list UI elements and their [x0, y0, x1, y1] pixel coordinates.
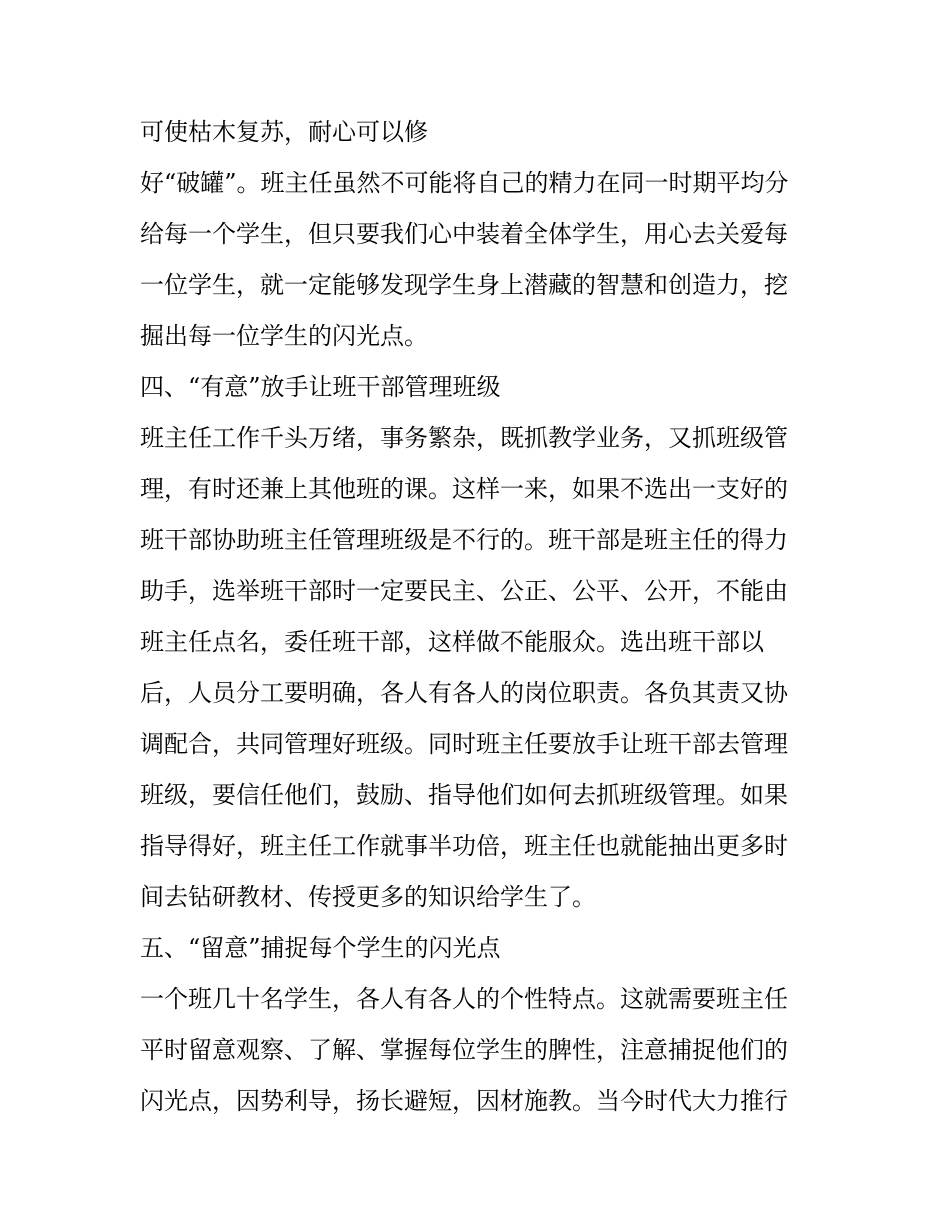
- body-text-line: 指导得好，班主任工作就事半功倍，班主任也就能抽出更多时: [140, 832, 788, 860]
- body-text-line: 一个班几十名学生，各人有各人的个性特点。这就需要班主任: [140, 985, 788, 1013]
- body-text-line: 后，人员分工要明确，各人有各人的岗位职责。各负其责又协: [140, 679, 788, 707]
- body-text-line: 班主任工作千头万绪，事务繁杂，既抓教学业务，又抓班级管: [140, 424, 788, 452]
- body-text-line: 间去钻研教材、传授更多的知识给学生了。: [140, 883, 596, 911]
- body-text-line: 闪光点，因势利导，扬长避短，因材施教。当今时代大力推行: [140, 1087, 788, 1115]
- body-text-line: 班干部协助班主任管理班级是不行的。班干部是班主任的得力: [140, 526, 788, 554]
- body-text-line: 理，有时还兼上其他班的课。这样一来，如果不选出一支好的: [140, 475, 788, 503]
- body-text-line: 班主任点名，委任班干部，这样做不能服众。选出班干部以: [140, 628, 764, 656]
- document-body: [140, 107, 820, 1127]
- body-text-line: 给每一个学生，但只要我们心中装着全体学生，用心去关爱每: [140, 220, 788, 248]
- body-text-line: 助手，选举班干部时一定要民主、公正、公平、公开，不能由: [140, 577, 788, 605]
- section-heading-five: 五、“留意”捕捉每个学生的闪光点: [140, 934, 501, 962]
- body-text-line: 班级，要信任他们，鼓励、指导他们如何去抓班级管理。如果: [140, 781, 788, 809]
- body-text-line: 好“破罐”。班主任虽然不可能将自己的精力在同一时期平均分: [140, 169, 789, 197]
- section-heading-four: 四、“有意”放手让班干部管理班级: [140, 373, 501, 401]
- body-text-line: 掘出每一位学生的闪光点。: [140, 322, 428, 350]
- body-text-line: 调配合，共同管理好班级。同时班主任要放手让班干部去管理: [140, 730, 788, 758]
- body-text-line: 平时留意观察、了解、掌握每位学生的脾性，注意捕捉他们的: [140, 1036, 788, 1064]
- body-text-line: 一位学生，就一定能够发现学生身上潜藏的智慧和创造力，挖: [140, 271, 788, 299]
- body-text-line: 可使枯木复苏，耐心可以修: [140, 118, 428, 146]
